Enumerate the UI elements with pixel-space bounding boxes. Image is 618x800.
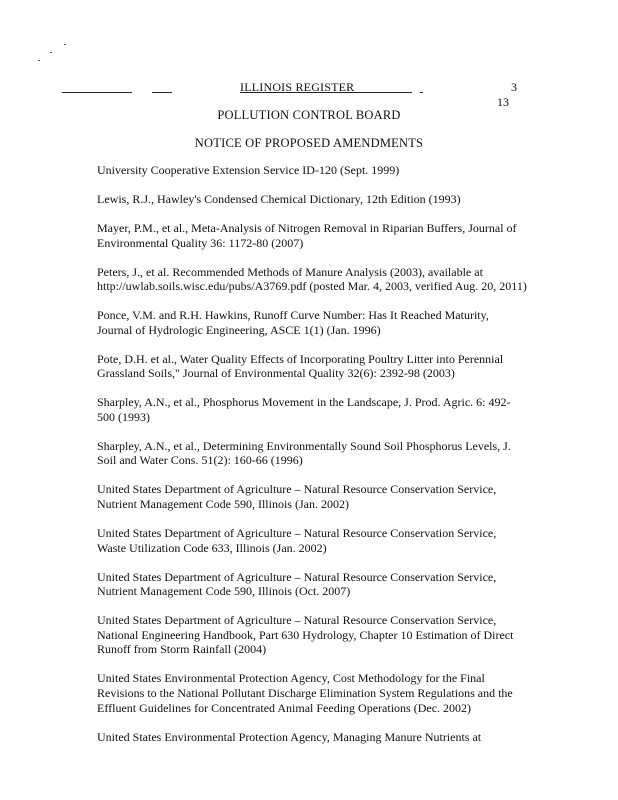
reference-item: United States Environmental Protection Agency, Managing Manure Nutrients at (97, 729, 482, 744)
board-title: POLLUTION CONTROL BOARD (217, 108, 401, 122)
page-number: 3 (511, 80, 517, 94)
reference-list (97, 163, 527, 759)
header-rule-tick (420, 92, 423, 93)
reference-item: United States Environmental Protection Agency, Cost Methodology for the Final Revisions to the National Pollutant Discharge Elimination System Regulations and the Effluent Guidelines for Concentrated Animal Feeding Operations (Dec. 2002) (97, 671, 513, 715)
reference-item: Mayer, P.M., et al., Meta-Analysis of Nitrogen Removal in Riparian Buffers, Journal of Environmental Quality 36: 1172-80 (2007) (97, 220, 517, 250)
notice-title: NOTICE OF PROPOSED AMENDMENTS (194, 136, 424, 150)
header-rule-left (62, 92, 132, 93)
reference-item: United States Department of Agriculture – Natural Resource Conservation Service, Nutrient Management Code 590, Illinois (Oct. 2007) (97, 569, 497, 599)
reference-item: Ponce, V.M. and R.H. Hawkins, Runoff Curve Number: Has It Reached Maturity, Journal of Hydrologic Engineering, ASCE 1(1) (Jan. 1996) (97, 308, 489, 337)
reference-item: Lewis, R.J., Hawley's Condensed Chemical Dictionary, 12th Edition (1993) (97, 191, 461, 206)
reference-item: United States Department of Agriculture – Natural Resource Conservation Service, National Engineering Handbook, Part 630 Hydrology, Chapter 10 Estimation of Direct Runoff from Storm Rainfall (2004) (97, 613, 514, 657)
reference-item: University Cooperative Extension Service ID-120 (Sept. 1999) (97, 163, 400, 177)
reference-item: Pote, D.H. et al., Water Quality Effects of Incorporating Poultry Litter into Perennial Grassland Soils," Journal of Environmental Quality 32(6): 2392-98 (2003) (97, 351, 504, 381)
reference-item: United States Department of Agriculture – Natural Resource Conservation Service, Nutrient Management Code 590, Illinois (Jan. 2002) (97, 482, 497, 512)
header-rule-short (152, 92, 172, 93)
reference-item: Peters, J., et al. Recommended Methods of Manure Analysis (2003), available at http://uwlab.soils.wisc.edu/pubs/A3769.pdf (posted Mar. 4, 2003, verified Aug. 20, 2011) (97, 264, 527, 294)
scan-speck (64, 44, 66, 45)
reference-item: United States Department of Agriculture – Natural Resource Conservation Service, Waste Utilization Code 633, Illinois (Jan. 2002) (97, 526, 497, 555)
volume-number: 13 (497, 95, 509, 109)
scan-speck (50, 52, 52, 53)
register-title: ILLINOIS REGISTER (240, 80, 355, 94)
reference-item: Sharpley, A.N., et al., Phosphorus Movement in the Landscape, J. Prod. Agric. 6: 492-500 (1993) (97, 395, 511, 424)
reference-item: Sharpley, A.N., et al., Determining Environmentally Sound Soil Phosphorus Levels, J. Soil and Water Cons. 51(2): 160-66 (1996) (97, 438, 511, 468)
scan-speck (38, 60, 40, 61)
